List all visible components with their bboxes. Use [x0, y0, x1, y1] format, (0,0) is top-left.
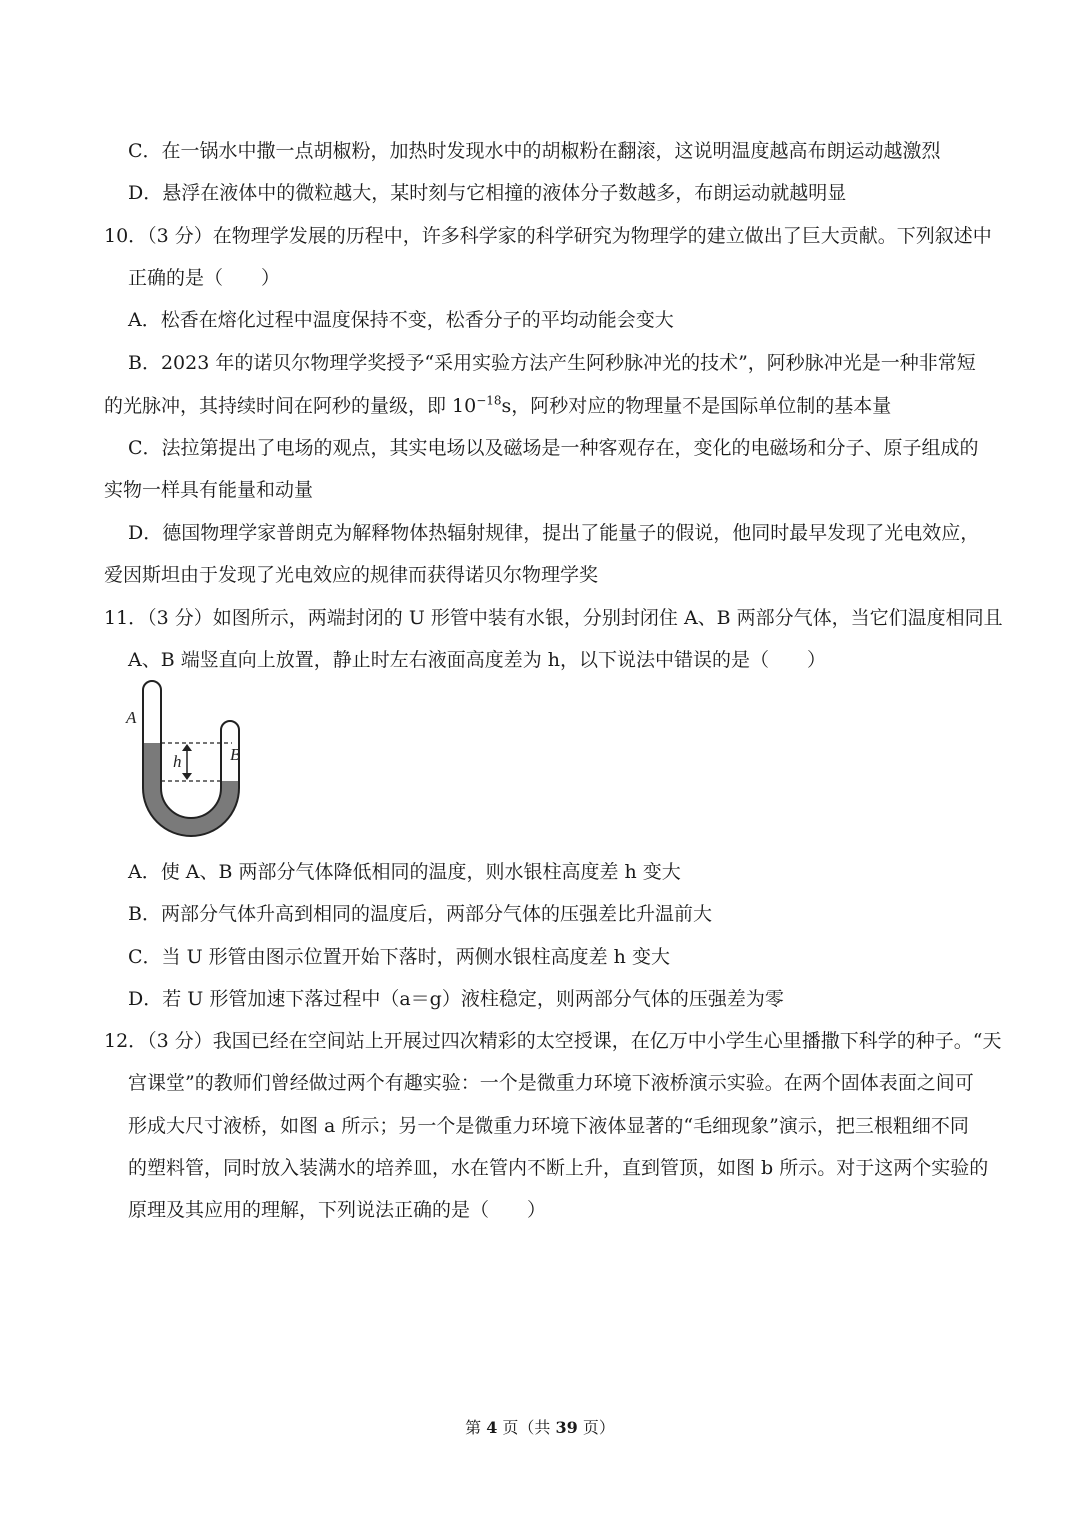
q10-option-a: A．松香在熔化过程中温度保持不变，松香分子的平均动能会变大	[128, 309, 674, 331]
q11-option-c: C．当 U 形管由图示位置开始下落时，两侧水银柱高度差 h 变大	[128, 946, 670, 968]
q12-stem-line1: 12．（3 分）我国已经在空间站上开展过四次精彩的太空授课，在亿万中小学生心里播撒下科学的种子。“天	[104, 1030, 1002, 1052]
q10-option-b-exponent: −18	[476, 393, 502, 408]
q10-option-d-line2: 爱因斯坦由于发现了光电效应的规律而获得诺贝尔物理学奖	[104, 564, 599, 586]
q10-option-b-text-end: s，阿秒对应的物理量不是国际单位制的基本量	[501, 395, 892, 417]
u-tube-diagram	[120, 678, 270, 850]
q11-stem-line2: A、B 端竖直向上放置，静止时左右液面高度差为 h，以下说法中错误的是（ ）	[128, 649, 827, 671]
footer-total-pages: 39	[555, 1418, 578, 1437]
q10-stem-line1: 10．（3 分）在物理学发展的历程中，许多科学家的科学研究为物理学的建立做出了巨大贡献。下列叙述中	[104, 225, 992, 247]
q10-option-b-line2	[104, 394, 891, 418]
page-footer	[0, 1415, 1080, 1438]
label-a: A	[126, 708, 137, 727]
footer-suffix: 页）	[577, 1418, 615, 1437]
q12-stem-line5: 原理及其应用的理解，下列说法正确的是（ ）	[128, 1199, 547, 1221]
q10-option-c-line2: 实物一样具有能量和动量	[104, 479, 314, 501]
q10-stem-line2: 正确的是（ ）	[128, 267, 281, 289]
q12-stem-line3: 形成大尺寸液桥，如图 a 所示；另一个是微重力环境下液体显著的“毛细现象”演示，把三根粗细不同	[128, 1115, 969, 1137]
footer-page-number: 4	[486, 1418, 498, 1437]
q10-option-b-line1: B．2023 年的诺贝尔物理学奖授予“采用实验方法产生阿秒脉冲光的技术”，阿秒脉冲光是一种非常短	[128, 352, 976, 374]
q11-stem-line1: 11．（3 分）如图所示，两端封闭的 U 形管中装有水银，分别封闭住 A、B 两部分气体，当它们温度相同且	[104, 607, 1003, 629]
q10-option-b-text: 的光脉冲，其持续时间在阿秒的量级，即 10	[104, 395, 477, 417]
footer-middle: 页（共	[497, 1418, 556, 1437]
q11-option-d: D．若 U 形管加速下落过程中（a＝g）液柱稳定，则两部分气体的压强差为零	[128, 988, 784, 1010]
q9-option-c: C．在一锅水中撒一点胡椒粉，加热时发现水中的胡椒粉在翻滚，这说明温度越高布朗运动越激烈	[128, 140, 941, 162]
q12-stem-line2: 宫课堂”的教师们曾经做过两个有趣实验：一个是微重力环境下液桥演示实验。在两个固体表面之间可	[128, 1072, 974, 1094]
h-arrow-head-top	[182, 744, 192, 751]
label-b: B	[230, 745, 241, 764]
footer-prefix: 第	[465, 1418, 487, 1437]
q9-option-d: D．悬浮在液体中的微粒越大，某时刻与它相撞的液体分子数越多，布朗运动就越明显	[128, 182, 847, 204]
q11-option-b: B．两部分气体升高到相同的温度后，两部分气体的压强差比升温前大	[128, 903, 712, 925]
u-tube-figure	[120, 678, 270, 850]
q10-option-d-line1: D．德国物理学家普朗克为解释物体热辐射规律，提出了能量子的假说，他同时最早发现了光电效应，	[128, 522, 980, 544]
h-arrow-head-bottom	[182, 773, 192, 780]
q10-option-c-line1: C．法拉第提出了电场的观点，其实电场以及磁场是一种客观存在，变化的电磁场和分子、原子组成的	[128, 437, 979, 459]
label-h: h	[173, 752, 182, 771]
q12-stem-line4: 的塑料管，同时放入装满水的培养皿，水在管内不断上升，直到管顶，如图 b 所示。对于这两个实验的	[128, 1157, 989, 1179]
q11-option-a: A．使 A、B 两部分气体降低相同的温度，则水银柱高度差 h 变大	[128, 861, 681, 883]
